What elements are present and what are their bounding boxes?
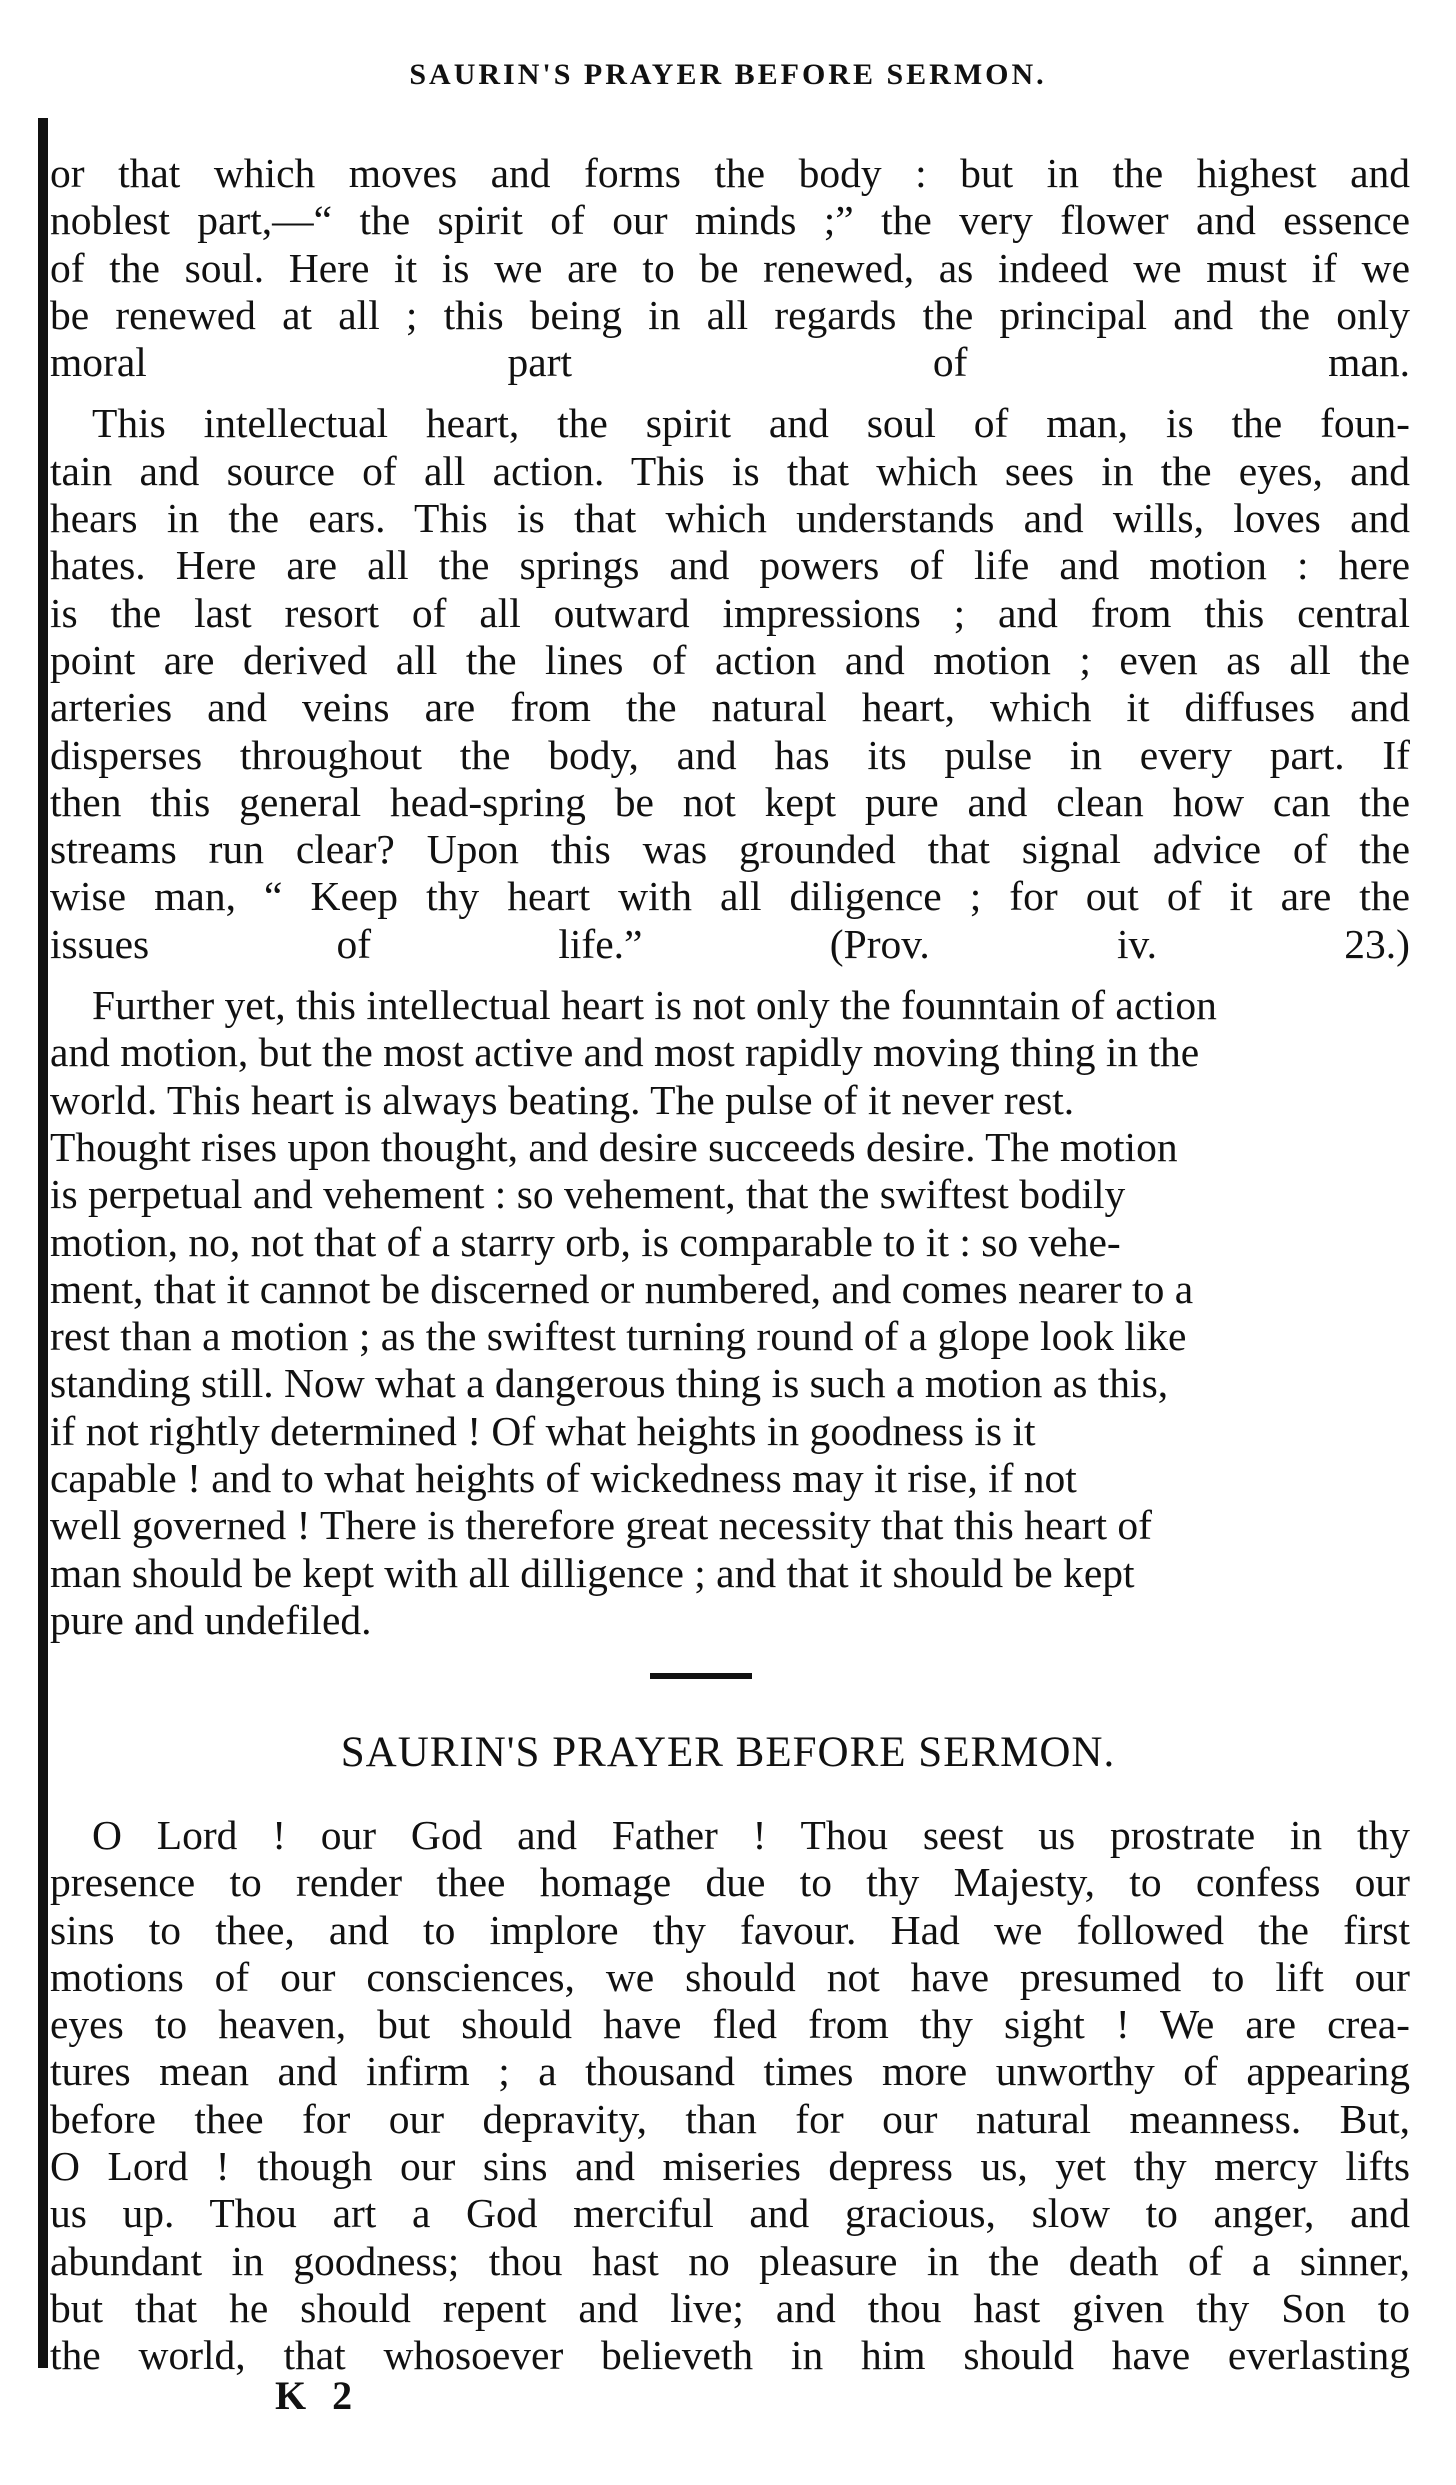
text-line: well governed ! There is therefore great necessity that this heart of <box>50 1502 1152 1549</box>
text-line: world. This heart is always beating. The pulse of it never rest. <box>50 1076 1075 1123</box>
text-line: man should be kept with all dilligence ; and that it should be kept <box>50 1549 1135 1596</box>
text-line: the world, that whosoever believeth in him should have everlasting <box>50 2332 1410 2379</box>
text-line: tures mean and infirm ; a thousand times more unworthy of appearing <box>50 2048 1410 2095</box>
text-line: arteries and veins are from the natural heart, which it diffuses and <box>50 684 1410 731</box>
text-line: eyes to heaven, but should have fled from thy sight ! We are crea- <box>50 2001 1410 2048</box>
text-line: ment, that it cannot be discerned or numbered, and comes nearer to a <box>50 1265 1194 1312</box>
text-line: motions of our consciences, we should not have presumed to lift our <box>50 1953 1410 2000</box>
text-line: O Lord ! our God and Father ! Thou seest us prostrate in thy <box>92 1812 1410 1858</box>
signature-mark: K 2 <box>275 2373 361 2418</box>
text-line: moral part of man. <box>50 339 1410 386</box>
text-line: Thought rises upon thought, and desire succeeds desire. The motion <box>50 1123 1178 1170</box>
text-line: be renewed at all ; this being in all regards the principal and the only <box>50 291 1410 338</box>
text-line: point are derived all the lines of action and motion ; even as all the <box>50 636 1410 683</box>
text-line: noblest part,—“ the spirit of our minds ;” the very flower and essence <box>50 197 1410 244</box>
text-line: tain and source of all action. This is that which sees in the eyes, and <box>50 447 1410 494</box>
text-line: streams run clear? Upon this was grounded that signal advice of the <box>50 826 1410 873</box>
text-line: presence to render thee homage due to thy Majesty, to confess our <box>50 1859 1410 1906</box>
text-line: capable ! and to what heights of wickedness may it rise, if not <box>50 1455 1077 1502</box>
text-line: if not rightly determined ! Of what heights in goodness is it <box>50 1407 1036 1454</box>
section-divider <box>650 1673 752 1679</box>
text-line: or that which moves and forms the body : but in the highest and <box>50 150 1410 196</box>
text-line: Further yet, this intellectual heart is not only the founntain of action <box>92 982 1217 1029</box>
text-line: before thee for our depravity, than for our natural meanness. But, <box>50 2095 1410 2142</box>
text-line: is perpetual and vehement : so vehement, that the swiftest bodily <box>50 1171 1126 1218</box>
text-line: wise man, “ Keep thy heart with all diligence ; for out of it are the <box>50 873 1410 920</box>
text-line: of the soul. Here it is we are to be renewed, as indeed we must if we <box>50 244 1410 291</box>
text-line: is the last resort of all outward impressions ; and from this central <box>50 589 1410 636</box>
text-line: pure and undefiled. <box>50 1596 372 1643</box>
text-line: issues of life.” (Prov. iv. 23.) <box>50 920 1410 967</box>
text-line: standing still. Now what a dangerous thing is such a motion as this, <box>50 1360 1169 1407</box>
prayer-paragraph <box>50 1812 1410 2380</box>
text-line: sins to thee, and to implore thy favour. Had we followed the first <box>50 1906 1410 1953</box>
text-line: disperses throughout the body, and has its pulse in every part. If <box>50 731 1410 778</box>
text-line: us up. Thou art a God merciful and gracious, slow to anger, and <box>50 2190 1410 2237</box>
text-line: hates. Here are all the springs and powers of life and motion : here <box>50 542 1410 589</box>
paragraph-1 <box>50 150 1410 386</box>
running-head: SAURIN'S PRAYER BEFORE SERMON. <box>409 58 1047 91</box>
binding-edge <box>38 118 48 2368</box>
text-line: This intellectual heart, the spirit and soul of man, is the foun- <box>92 400 1410 447</box>
text-line: rest than a motion ; as the swiftest turning round of a glope look like <box>50 1313 1187 1360</box>
section-2-body <box>50 1812 1410 2380</box>
section-1-body <box>50 150 1410 1644</box>
text-line: and motion, but the most active and most rapidly moving thing in the <box>50 1029 1200 1076</box>
text-line: but that he should repent and live; and thou hast given thy Son to <box>50 2284 1410 2331</box>
paragraph-2 <box>50 400 1410 968</box>
text-line: then this general head-spring be not kept pure and clean how can the <box>50 778 1410 825</box>
section-heading: SAURIN'S PRAYER BEFORE SERMON. <box>340 1729 1116 1776</box>
text-line: O Lord ! though our sins and miseries depress us, yet thy mercy lifts <box>50 2143 1410 2190</box>
text-line: hears in the ears. This is that which understands and wills, loves and <box>50 495 1410 542</box>
paragraph-3 <box>50 982 1410 1644</box>
text-line: motion, no, not that of a starry orb, is comparable to it : so vehe- <box>50 1218 1121 1265</box>
text-line: abundant in goodness; thou hast no pleasure in the death of a sinner, <box>50 2237 1410 2284</box>
